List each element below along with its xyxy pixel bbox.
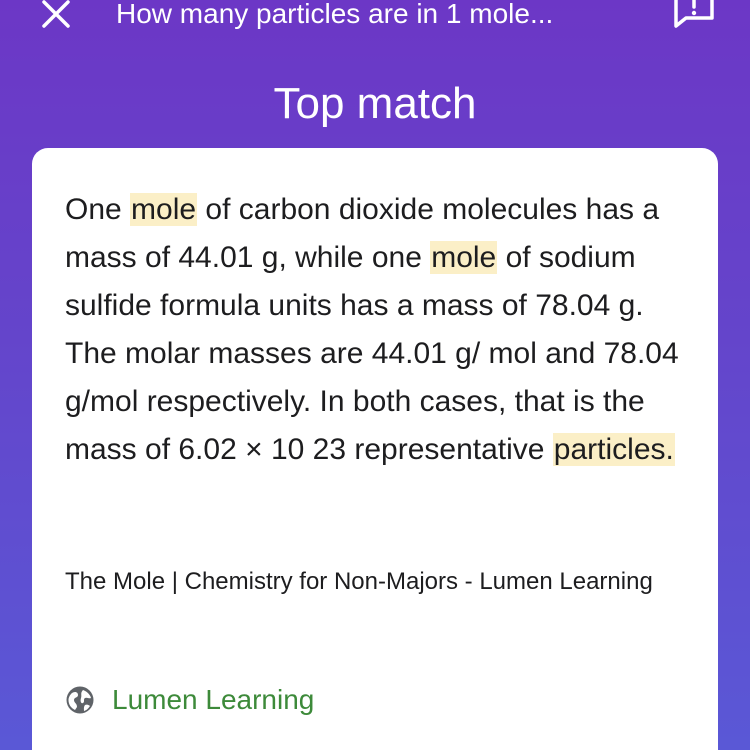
feedback-icon[interactable] <box>672 0 716 34</box>
close-icon[interactable] <box>38 0 74 32</box>
page-title: Top match <box>273 79 477 128</box>
snippet-text: One <box>65 193 131 226</box>
globe-icon <box>65 685 95 715</box>
snippet-text: of carbon dioxide molecules has a mass of 44.01 g, while one <box>65 193 660 274</box>
source-site-name[interactable]: Lumen Learning <box>112 684 315 715</box>
search-query-text[interactable]: How many particles are in 1 mole... <box>116 0 554 29</box>
answer-snippet <box>65 186 690 474</box>
highlighted-term: particles. <box>553 433 674 466</box>
source-site-link[interactable] <box>65 678 314 722</box>
snippet-text: of sodium sulfide formula units has a mass of 78.04 g. The molar masses are 44.01 g/ mol and 78.04 g/mol respectively. In both cases, that is the mass of 6.02 × 10 23 representative <box>65 241 679 466</box>
highlighted-term: mole <box>431 241 497 274</box>
top-bar <box>0 0 750 40</box>
source-title-link[interactable]: The Mole | Chemistry for Non-Majors - Lumen Learning <box>65 568 653 595</box>
highlighted-term: mole <box>131 193 197 226</box>
top-match-card <box>32 148 718 750</box>
